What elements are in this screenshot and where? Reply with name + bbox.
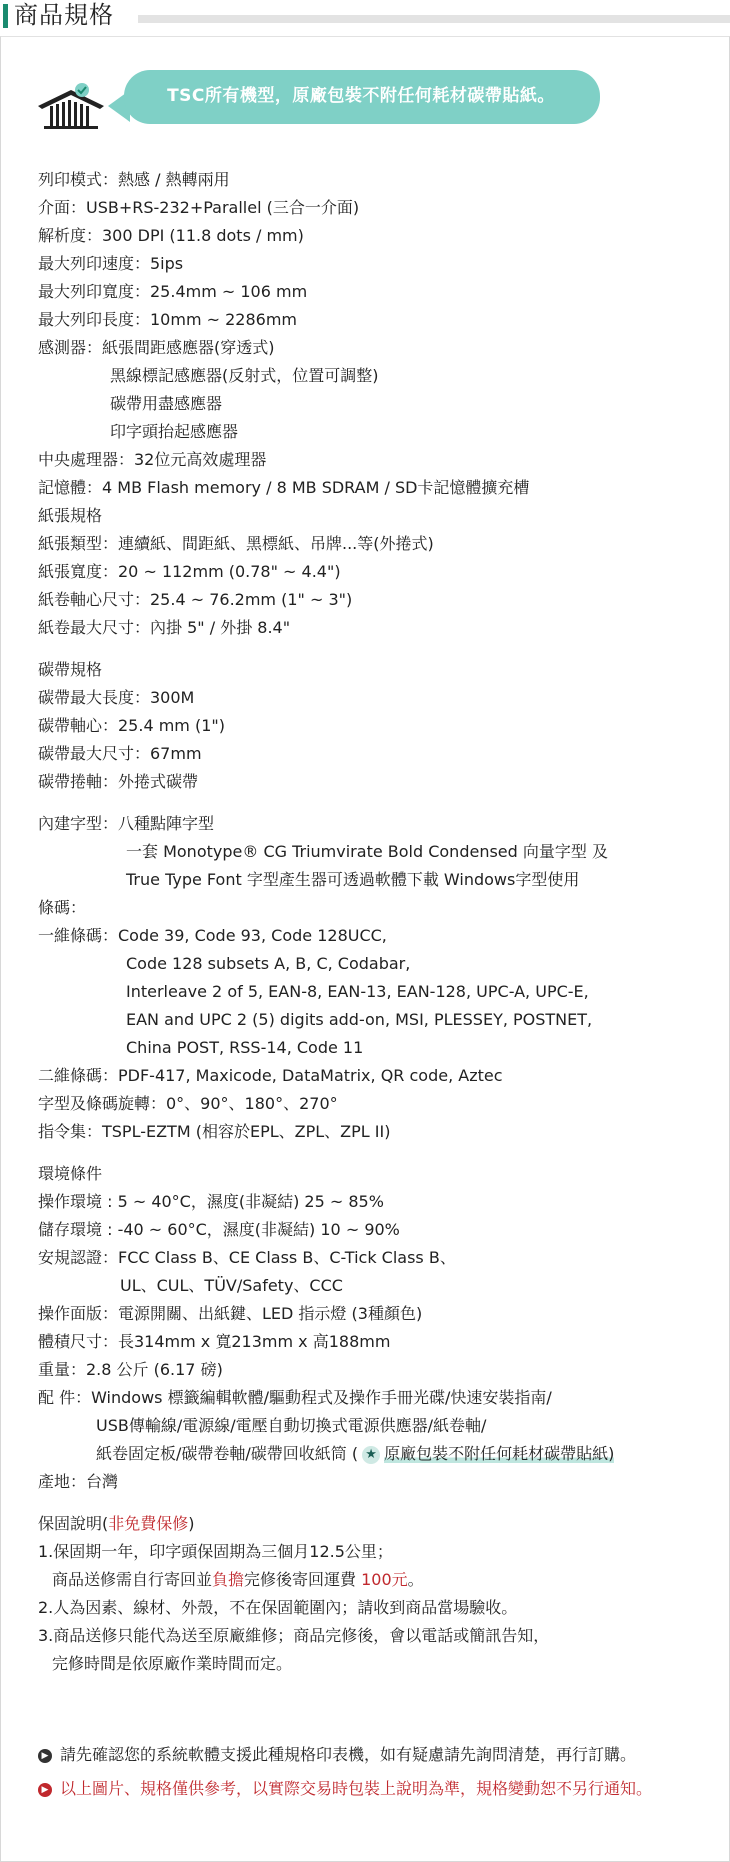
spec-line: 指令集：TSPL-EZTM (相容於EPL、ZPL、ZPL II) bbox=[38, 1122, 391, 1141]
spec-line: 解析度：300 DPI (11.8 dots / mm) bbox=[38, 226, 304, 245]
spec-line: China POST, RSS-14, Code 11 bbox=[126, 1038, 364, 1057]
spec-line: 一套 Monotype® CG Triumvirate Bold Condensed 向量字型 及 bbox=[126, 842, 608, 861]
header-divider bbox=[138, 15, 730, 23]
spec-line: 最大列印長度：10mm ~ 2286mm bbox=[38, 310, 298, 329]
spec-line: Interleave 2 of 5, EAN-8, EAN-13, EAN-128, UPC-A, UPC-E, bbox=[126, 982, 589, 1001]
warranty-line: 商品送修需自行寄回並負擔完修後寄回運費 100元。 bbox=[52, 1570, 424, 1589]
spec-line: 列印模式：熱感 / 熱轉兩用 bbox=[38, 170, 230, 189]
warehouse-check-icon bbox=[36, 82, 106, 132]
warranty-price: 100元 bbox=[361, 1570, 408, 1589]
warranty-line: 完修時間是依原廠作業時間而定。 bbox=[52, 1654, 293, 1673]
spec-line: 安規認證：FCC Class B、CE Class B、C-Tick Class B、 bbox=[38, 1248, 456, 1267]
notice-banner bbox=[36, 68, 576, 132]
spec-line: 操作面版：電源開關、出紙鍵、LED 指示燈 (3種顏色) bbox=[38, 1304, 423, 1323]
spec-line: 一維條碼：Code 39, Code 93, Code 128UCC, bbox=[38, 926, 387, 945]
spec-line: 配 件：Windows 標籤編輯軟體/驅動程式及操作手冊光碟/快速安裝指南/ bbox=[38, 1388, 552, 1407]
spec-line: 碳帶最大長度：300M bbox=[38, 688, 195, 707]
spec-line: 最大列印寬度：25.4mm ~ 106 mm bbox=[38, 282, 308, 301]
warranty-line: 3.商品送修只能代為送至原廠維修；商品完修後，會以電話或簡訊告知， bbox=[38, 1626, 550, 1645]
warranty-red-text: 負擔 bbox=[212, 1570, 245, 1589]
spec-line: 感測器：紙張間距感應器(穿透式) bbox=[38, 338, 275, 357]
spec-line: 中央處理器：32位元高效處理器 bbox=[38, 450, 267, 469]
warranty-red-text: 非免費保修 bbox=[108, 1514, 189, 1533]
spec-line-accessories bbox=[38, 1440, 718, 1468]
star-icon: ★ bbox=[362, 1446, 380, 1464]
spec-line: 操作環境 : 5 ~ 40°C，濕度(非凝結) 25 ~ 85% bbox=[38, 1192, 384, 1211]
spec-line: 記憶體：4 MB Flash memory / 8 MB SDRAM / SD卡記憶體擴充槽 bbox=[38, 478, 530, 497]
spec-line: 碳帶捲軸：外捲式碳帶 bbox=[38, 772, 199, 791]
warranty-line: 2.人為因素、線材、外殼，不在保固範圍內；請收到商品當場驗收。 bbox=[38, 1598, 518, 1617]
spec-line: 碳帶軸心：25.4 mm (1") bbox=[38, 716, 225, 735]
spec-line: 最大列印速度：5ips bbox=[38, 254, 184, 273]
spec-line: 紙張類型：連續紙、間距紙、黑標紙、吊牌...等(外捲式) bbox=[38, 534, 434, 553]
spec-line: 內建字型：八種點陣字型 bbox=[38, 814, 215, 833]
spec-line: 紙卷最大尺寸：內掛 5" / 外掛 8.4" bbox=[38, 618, 291, 637]
spec-line: 儲存環境 : -40 ~ 60°C，濕度(非凝結) 10 ~ 90% bbox=[38, 1220, 400, 1239]
spec-line: 黑線標記感應器(反射式，位置可調整) bbox=[110, 366, 379, 385]
spec-line: 紙卷軸心尺寸：25.4 ~ 76.2mm (1" ~ 3") bbox=[38, 590, 353, 609]
spec-line: 條碼： bbox=[38, 898, 87, 917]
spec-subheading: 環境條件 bbox=[38, 1164, 103, 1183]
spec-line: Code 128 subsets A, B, C, Codabar, bbox=[126, 954, 411, 973]
spec-line: 印字頭抬起感應器 bbox=[110, 422, 239, 441]
spec-line: 介面：USB+RS-232+Parallel (三合一介面) bbox=[38, 198, 360, 217]
spec-line: 字型及條碼旋轉：0°、90°、180°、270° bbox=[38, 1094, 338, 1113]
play-bullet-icon: ▶ bbox=[38, 1783, 52, 1797]
spec-line: 碳帶用盡感應器 bbox=[110, 394, 223, 413]
spec-list bbox=[38, 166, 718, 1678]
spec-subheading: 紙張規格 bbox=[38, 506, 103, 525]
highlight-text: 原廠包裝不附任何耗材碳帶貼紙) bbox=[384, 1444, 615, 1463]
spec-line: 紙張寬度：20 ~ 112mm (0.78" ~ 4.4") bbox=[38, 562, 341, 581]
section-title: 商品規格 bbox=[14, 1, 114, 29]
spec-subheading: 碳帶規格 bbox=[38, 660, 103, 679]
spec-line-text: 紙卷固定板/碳帶卷軸/碳帶回收紙筒 ( bbox=[96, 1444, 359, 1463]
spec-line: EAN and UPC 2 (5) digits add-on, MSI, PLESSEY, POSTNET, bbox=[126, 1010, 593, 1029]
spec-line: 重量：2.8 公斤 (6.17 磅) bbox=[38, 1360, 223, 1379]
spec-line: 碳帶最大尺寸：67mm bbox=[38, 744, 202, 763]
notice-text: TSC所有機型，原廠包裝不附任何耗材碳帶貼紙。 bbox=[167, 86, 555, 106]
spec-line: 體積尺寸：長314mm x 寬213mm x 高188mm bbox=[38, 1332, 391, 1351]
notes bbox=[38, 1738, 718, 1806]
spec-line: 二維條碼：PDF-417, Maxicode, DataMatrix, QR code, Aztec bbox=[38, 1066, 503, 1085]
spec-line: 產地：台灣 bbox=[38, 1472, 119, 1491]
warranty-line: 1.保固期一年，印字頭保固期為三個月12.5公里； bbox=[38, 1542, 393, 1561]
warranty-title: 保固說明(非免費保修) bbox=[38, 1514, 195, 1533]
note-confirm: ▶ 請先確認您的系統軟體支援此種規格印表機，如有疑慮請先詢問清楚，再行訂購。 bbox=[38, 1738, 718, 1772]
play-bullet-icon: ▶ bbox=[38, 1749, 52, 1763]
spec-line: USB傳輸線/電源線/電壓自動切換式電源供應器/紙卷軸/ bbox=[96, 1416, 487, 1435]
note-disclaimer: ▶ 以上圖片、規格僅供參考，以實際交易時包裝上說明為準，規格變動恕不另行通知。 bbox=[38, 1772, 718, 1806]
spec-line: True Type Font 字型產生器可透過軟體下載 Windows字型使用 bbox=[126, 870, 580, 889]
spec-line: UL、CUL、TÜV/Safety、CCC bbox=[120, 1276, 343, 1295]
section-header bbox=[0, 0, 730, 32]
header-accent-bar bbox=[3, 4, 8, 28]
